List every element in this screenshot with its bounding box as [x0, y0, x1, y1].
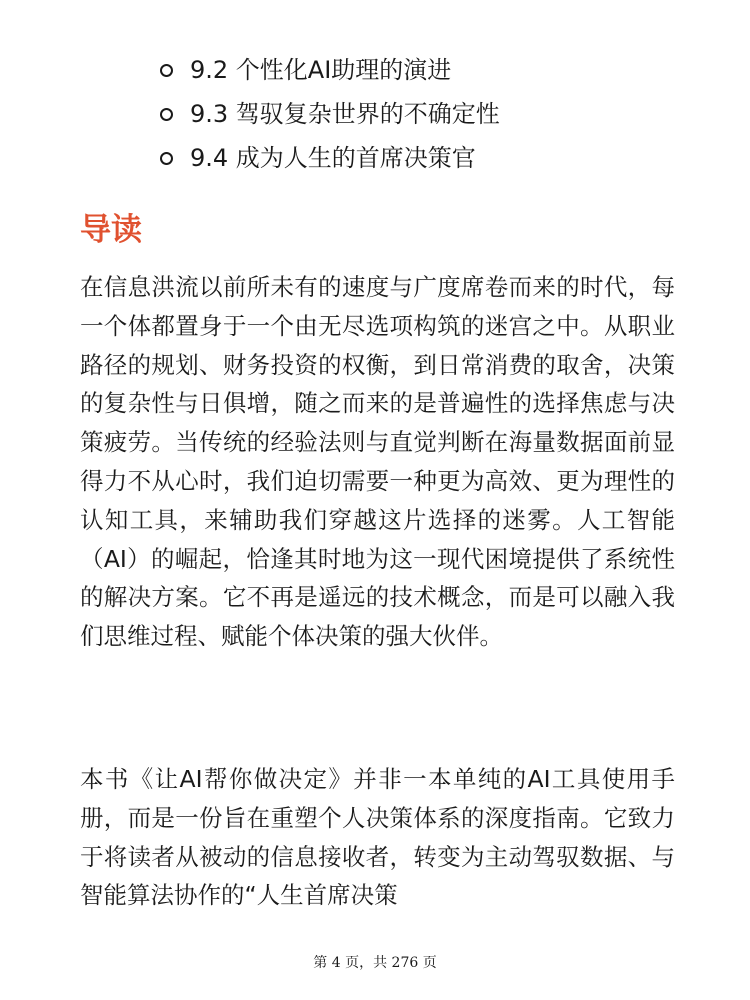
- body-paragraph: 在信息洪流以前所未有的速度与广度席卷而来的时代，每一个体都置身于一个由无尽选项构筑的迷宫之中。从职业路径的规划、财务投资的权衡，到日常消费的取舍，决策的复杂性与日俱增，随之而来的是普遍性的选择焦虑与决策疲劳。当传统的经验法则与直觉判断在海量数据面前显得力不从心时，我们迫切需要一种更为高效、更为理性的认知工具，来辅助我们穿越这片选择的迷雾。人工智能（AI）的崛起，恰逢其时地为这一现代困境提供了系统性的解决方案。它不再是遥远的技术概念，而是可以融入我们思维过程、赋能个体决策的强大伙伴。: [80, 273, 675, 651]
- page-number-footer: 第 4 页，共 276 页: [313, 955, 437, 971]
- toc-item[interactable]: [160, 48, 500, 92]
- toc-item-label: 9.3 驾驭复杂世界的不确定性: [190, 100, 500, 128]
- toc-item[interactable]: [160, 136, 500, 180]
- toc-item[interactable]: [160, 92, 500, 136]
- hollow-circle-bullet-icon: [160, 64, 173, 77]
- toc-item-label: 9.2 个性化AI助理的演进: [190, 56, 452, 84]
- toc-list: [160, 48, 500, 180]
- toc-item-label: 9.4 成为人生的首席决策官: [190, 144, 476, 172]
- hollow-circle-bullet-icon: [160, 108, 173, 121]
- body-paragraph: 本书《让AI帮你做决定》并非一本单纯的AI工具使用手册，而是一份旨在重塑个人决策体系的深度指南。它致力于将读者从被动的信息接收者，转变为主动驾驭数据、与智能算法协作的“人生首席决策: [80, 765, 675, 910]
- hollow-circle-bullet-icon: [160, 152, 173, 165]
- section-heading: 导读: [80, 212, 142, 248]
